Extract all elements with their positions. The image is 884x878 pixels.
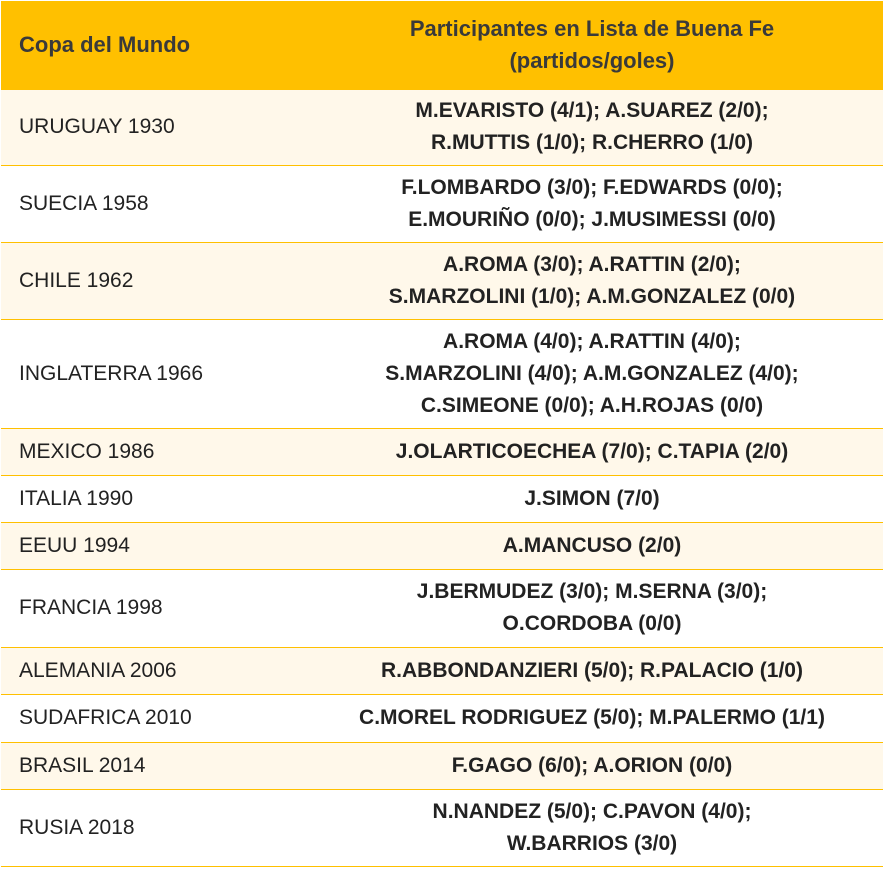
header-participants-line1: Participantes en Lista de Buena Fe	[409, 15, 775, 41]
table-row	[1, 522, 883, 569]
table-row	[1, 428, 883, 475]
cup-cell: BRASIL 2014	[1, 742, 301, 789]
players-cell	[301, 789, 883, 866]
players-line: F.GAGO (6/0); A.ORION (0/0)	[451, 753, 733, 777]
players-line: A.MANCUSO (2/0)	[502, 533, 682, 557]
players-cell	[301, 475, 883, 522]
players-line: A.ROMA (3/0); A.RATTIN (2/0);	[443, 252, 741, 276]
cup-cell: SUECIA 1958	[1, 165, 301, 242]
table-row	[1, 475, 883, 522]
cup-cell: ITALIA 1990	[1, 475, 301, 522]
players-line: C.MOREL RODRIGUEZ (5/0); M.PALERMO (1/1)	[359, 706, 825, 729]
table-row	[1, 569, 883, 647]
players-line: R.ABBONDANZIERI (5/0); R.PALACIO (1/0)	[381, 658, 803, 682]
cup-cell: INGLATERRA 1966	[1, 319, 301, 428]
players-line: S.MARZOLINI (1/0); A.M.GONZALEZ (0/0)	[388, 284, 796, 308]
table-row	[1, 647, 883, 694]
players-cell	[301, 694, 883, 742]
players-cell	[301, 319, 883, 428]
table-header-row	[1, 1, 883, 89]
cup-cell: EEUU 1994	[1, 522, 301, 569]
players-line: A.ROMA (4/0); A.RATTIN (4/0);	[443, 329, 741, 353]
header-participants	[301, 1, 883, 89]
table-row	[1, 789, 883, 866]
world-cup-players-table	[1, 1, 883, 867]
players-line: E.MOURIÑO (0/0); J.MUSIMESSI (0/0)	[408, 207, 776, 231]
table-row	[1, 242, 883, 319]
table-row	[1, 165, 883, 242]
header-participants-line2: (partidos/goles)	[509, 47, 675, 73]
players-cell	[301, 742, 883, 789]
table-row	[1, 742, 883, 789]
cup-cell: SUDAFRICA 2010	[1, 694, 301, 742]
players-line: J.SIMON (7/0)	[524, 486, 660, 510]
cup-cell: URUGUAY 1930	[1, 89, 301, 165]
cup-cell: RUSIA 2018	[1, 789, 301, 866]
table-row	[1, 319, 883, 428]
players-line: J.BERMUDEZ (3/0); M.SERNA (3/0);	[416, 580, 768, 603]
players-line: N.NANDEZ (5/0); C.PAVON (4/0);	[432, 799, 752, 823]
players-line: W.BARRIOS (3/0)	[506, 831, 678, 855]
header-world-cup: Copa del Mundo	[1, 1, 301, 89]
cup-cell: CHILE 1962	[1, 242, 301, 319]
cup-cell: MEXICO 1986	[1, 428, 301, 475]
players-line: O.CORDOBA (0/0)	[502, 612, 682, 635]
players-cell	[301, 428, 883, 475]
players-cell	[301, 569, 883, 647]
players-cell	[301, 89, 883, 165]
table-row	[1, 694, 883, 742]
players-cell	[301, 242, 883, 319]
cup-cell: FRANCIA 1998	[1, 569, 301, 647]
players-cell	[301, 522, 883, 569]
players-cell	[301, 647, 883, 694]
players-line: R.MUTTIS (1/0); R.CHERRO (1/0)	[430, 131, 753, 155]
players-line: C.SIMEONE (0/0); A.H.ROJAS (0/0)	[420, 393, 764, 417]
players-line: F.LOMBARDO (3/0); F.EDWARDS (0/0);	[401, 175, 783, 199]
players-line: M.EVARISTO (4/1); A.SUAREZ (2/0);	[415, 99, 769, 123]
cup-cell: ALEMANIA 2006	[1, 647, 301, 694]
table-row	[1, 89, 883, 165]
players-line: J.OLARTICOECHEA (7/0); C.TAPIA (2/0)	[395, 439, 789, 463]
players-line: S.MARZOLINI (4/0); A.M.GONZALEZ (4/0);	[385, 361, 799, 385]
players-cell	[301, 165, 883, 242]
